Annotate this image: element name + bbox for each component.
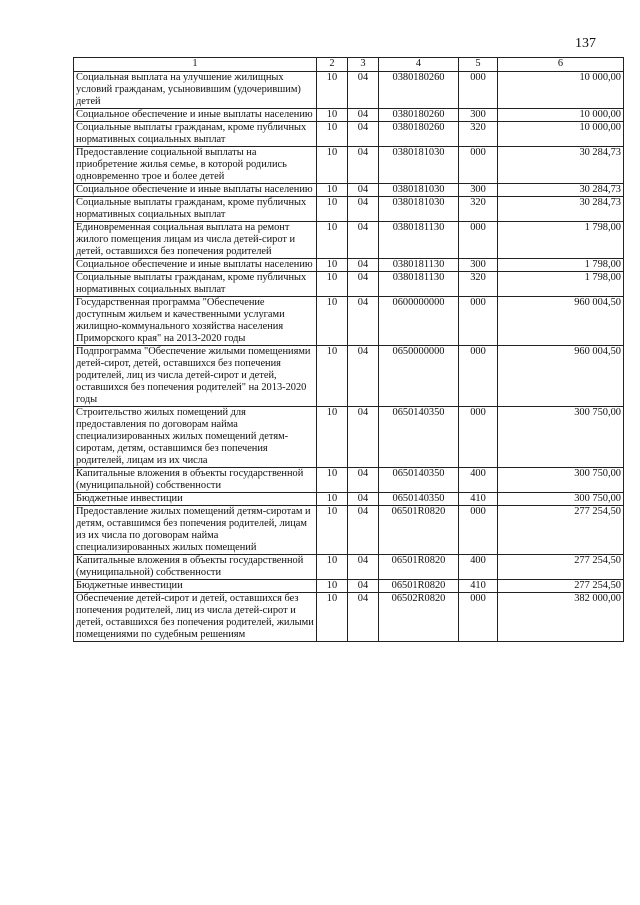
budget-table	[73, 57, 624, 642]
row-amount-cell: 30 284,73	[498, 197, 624, 222]
row-amount-cell: 300 750,00	[498, 468, 624, 493]
row-subsection-cell: 04	[348, 184, 379, 197]
row-subsection-cell: 04	[348, 272, 379, 297]
page-number: 137	[575, 36, 596, 51]
table-row	[74, 122, 624, 147]
row-subsection-cell: 04	[348, 109, 379, 122]
table-row	[74, 407, 624, 468]
row-expense-type-cell: 300	[459, 259, 498, 272]
table-row	[74, 222, 624, 259]
table-row	[74, 506, 624, 555]
row-section-cell: 10	[317, 122, 348, 147]
row-name-cell: Государственная программа "Обеспечение доступным жильем и качественными услугами жилищно-коммунального хозяйства населения Приморского края" на 2013-2020 годы	[74, 297, 317, 346]
row-subsection-cell: 04	[348, 147, 379, 184]
row-name-cell: Бюджетные инвестиции	[74, 580, 317, 593]
table-row	[74, 580, 624, 593]
row-amount-cell: 382 000,00	[498, 593, 624, 642]
table-row	[74, 555, 624, 580]
row-section-cell: 10	[317, 222, 348, 259]
row-expense-type-cell: 320	[459, 122, 498, 147]
row-amount-cell: 10 000,00	[498, 72, 624, 109]
header-col-2: 2	[317, 58, 348, 72]
table-row	[74, 297, 624, 346]
row-subsection-cell: 04	[348, 468, 379, 493]
row-section-cell: 10	[317, 468, 348, 493]
row-subsection-cell: 04	[348, 593, 379, 642]
row-name-cell: Социальное обеспечение и иные выплаты населению	[74, 184, 317, 197]
row-name-cell: Социальное обеспечение и иные выплаты населению	[74, 259, 317, 272]
row-subsection-cell: 04	[348, 346, 379, 407]
row-name-cell: Социальные выплаты гражданам, кроме публичных нормативных социальных выплат	[74, 122, 317, 147]
header-col-6: 6	[498, 58, 624, 72]
table-header-row	[74, 58, 624, 72]
row-name-cell: Предоставление жилых помещений детям-сиротам и детям, оставшимся без попечения родителей, лицам из их числа по договорам найма специализированных жилых помещений	[74, 506, 317, 555]
row-name-cell: Предоставление социальной выплаты на приобретение жилья семье, в которой родились одновременно трое и более детей	[74, 147, 317, 184]
row-amount-cell: 1 798,00	[498, 259, 624, 272]
row-section-cell: 10	[317, 506, 348, 555]
table-row	[74, 272, 624, 297]
row-amount-cell: 10 000,00	[498, 122, 624, 147]
row-subsection-cell: 04	[348, 259, 379, 272]
row-expense-type-cell: 320	[459, 197, 498, 222]
row-target-article-cell: 0380181130	[379, 272, 459, 297]
row-section-cell: 10	[317, 272, 348, 297]
row-section-cell: 10	[317, 259, 348, 272]
table-row	[74, 147, 624, 184]
row-target-article-cell: 06501R0820	[379, 555, 459, 580]
row-target-article-cell: 0380181130	[379, 259, 459, 272]
row-subsection-cell: 04	[348, 297, 379, 346]
row-section-cell: 10	[317, 197, 348, 222]
row-name-cell: Подпрограмма "Обеспечение жилыми помещениями детей-сирот, детей, оставшихся без попечения родителей, лиц из числа детей-сирот и детей, оставшихся без попечения родителей" на 2013-2020 годы	[74, 346, 317, 407]
row-expense-type-cell: 410	[459, 493, 498, 506]
row-subsection-cell: 04	[348, 222, 379, 259]
row-expense-type-cell: 000	[459, 407, 498, 468]
row-section-cell: 10	[317, 346, 348, 407]
row-amount-cell: 277 254,50	[498, 580, 624, 593]
row-name-cell: Социальное обеспечение и иные выплаты населению	[74, 109, 317, 122]
table-row	[74, 468, 624, 493]
row-subsection-cell: 04	[348, 197, 379, 222]
row-expense-type-cell: 400	[459, 555, 498, 580]
row-subsection-cell: 04	[348, 506, 379, 555]
row-expense-type-cell: 000	[459, 297, 498, 346]
row-amount-cell: 30 284,73	[498, 147, 624, 184]
row-name-cell: Единовременная социальная выплата на ремонт жилого помещения лицам из числа детей-сирот и детей, оставшихся без попечения родителей	[74, 222, 317, 259]
table-row	[74, 184, 624, 197]
row-target-article-cell: 06501R0820	[379, 580, 459, 593]
row-target-article-cell: 0380181030	[379, 184, 459, 197]
row-name-cell: Социальная выплата на улучшение жилищных условий гражданам, усыновившим (удочерившим) детей	[74, 72, 317, 109]
row-target-article-cell: 0380181030	[379, 197, 459, 222]
table-row	[74, 109, 624, 122]
header-col-5: 5	[459, 58, 498, 72]
table-row	[74, 593, 624, 642]
table-row	[74, 197, 624, 222]
row-amount-cell: 277 254,50	[498, 506, 624, 555]
row-target-article-cell: 0650140350	[379, 407, 459, 468]
row-expense-type-cell: 000	[459, 222, 498, 259]
row-section-cell: 10	[317, 593, 348, 642]
row-target-article-cell: 0380181030	[379, 147, 459, 184]
row-expense-type-cell: 320	[459, 272, 498, 297]
row-target-article-cell: 0600000000	[379, 297, 459, 346]
row-expense-type-cell: 000	[459, 147, 498, 184]
row-section-cell: 10	[317, 72, 348, 109]
row-name-cell: Социальные выплаты гражданам, кроме публичных нормативных социальных выплат	[74, 272, 317, 297]
header-col-4: 4	[379, 58, 459, 72]
row-expense-type-cell: 300	[459, 184, 498, 197]
header-col-3: 3	[348, 58, 379, 72]
row-amount-cell: 277 254,50	[498, 555, 624, 580]
row-target-article-cell: 06501R0820	[379, 506, 459, 555]
row-target-article-cell: 0380181130	[379, 222, 459, 259]
row-name-cell: Капитальные вложения в объекты государственной (муниципальной) собственности	[74, 555, 317, 580]
row-section-cell: 10	[317, 407, 348, 468]
row-subsection-cell: 04	[348, 555, 379, 580]
row-name-cell: Социальные выплаты гражданам, кроме публичных нормативных социальных выплат	[74, 197, 317, 222]
row-target-article-cell: 0380180260	[379, 109, 459, 122]
row-subsection-cell: 04	[348, 72, 379, 109]
row-section-cell: 10	[317, 493, 348, 506]
row-section-cell: 10	[317, 297, 348, 346]
row-expense-type-cell: 000	[459, 506, 498, 555]
row-section-cell: 10	[317, 147, 348, 184]
row-expense-type-cell: 300	[459, 109, 498, 122]
row-target-article-cell: 0380180260	[379, 122, 459, 147]
row-subsection-cell: 04	[348, 407, 379, 468]
row-subsection-cell: 04	[348, 493, 379, 506]
table-body	[74, 72, 624, 642]
table-row	[74, 493, 624, 506]
row-name-cell: Строительство жилых помещений для предоставления по договорам найма специализированных жилых помещений детям-сиротам, детям, оставшимся без попечения родителей, лицам из их числа	[74, 407, 317, 468]
row-amount-cell: 960 004,50	[498, 346, 624, 407]
row-target-article-cell: 0380180260	[379, 72, 459, 109]
row-target-article-cell: 0650140350	[379, 468, 459, 493]
row-subsection-cell: 04	[348, 122, 379, 147]
row-name-cell: Капитальные вложения в объекты государственной (муниципальной) собственности	[74, 468, 317, 493]
row-target-article-cell: 0650000000	[379, 346, 459, 407]
row-section-cell: 10	[317, 555, 348, 580]
row-amount-cell: 30 284,73	[498, 184, 624, 197]
row-name-cell: Обеспечение детей-сирот и детей, оставшихся без попечения родителей, лиц из числа детей-сирот и детей, оставшихся без попечения родителей, жилыми помещениями по судебным решениям	[74, 593, 317, 642]
row-name-cell: Бюджетные инвестиции	[74, 493, 317, 506]
row-subsection-cell: 04	[348, 580, 379, 593]
row-section-cell: 10	[317, 109, 348, 122]
row-amount-cell: 960 004,50	[498, 297, 624, 346]
row-target-article-cell: 0650140350	[379, 493, 459, 506]
row-expense-type-cell: 400	[459, 468, 498, 493]
row-section-cell: 10	[317, 580, 348, 593]
table-row	[74, 72, 624, 109]
table-row	[74, 259, 624, 272]
row-expense-type-cell: 000	[459, 72, 498, 109]
row-expense-type-cell: 000	[459, 593, 498, 642]
row-amount-cell: 300 750,00	[498, 407, 624, 468]
row-target-article-cell: 06502R0820	[379, 593, 459, 642]
table-row	[74, 346, 624, 407]
row-expense-type-cell: 000	[459, 346, 498, 407]
row-amount-cell: 1 798,00	[498, 222, 624, 259]
row-amount-cell: 300 750,00	[498, 493, 624, 506]
header-col-1: 1	[74, 58, 317, 72]
row-amount-cell: 10 000,00	[498, 109, 624, 122]
row-expense-type-cell: 410	[459, 580, 498, 593]
row-section-cell: 10	[317, 184, 348, 197]
row-amount-cell: 1 798,00	[498, 272, 624, 297]
